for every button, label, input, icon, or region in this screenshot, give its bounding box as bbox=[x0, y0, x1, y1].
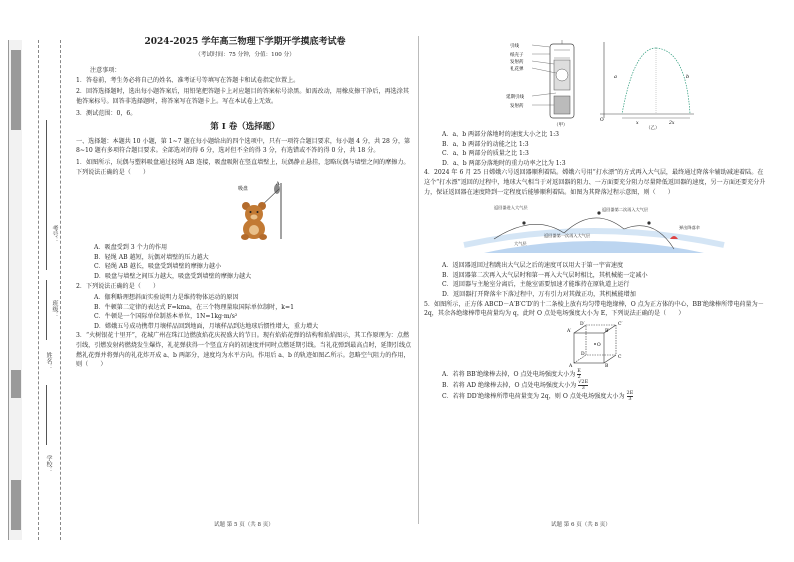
figure-yi-caption: （乙） bbox=[646, 126, 660, 130]
notice-item: 3．测试范围：0，6。 bbox=[76, 109, 137, 117]
strip-block bbox=[11, 370, 21, 398]
q3-option-c: C．a、b 两部分的质量之比 1:3 bbox=[442, 150, 529, 158]
q5-option-c bbox=[424, 391, 766, 402]
suction-label: 吸盘 bbox=[238, 186, 249, 193]
q4-option-b: B．返回器第二次再入大气层时和第一再入大气层时相比，其机械能一定减小 bbox=[442, 271, 648, 279]
page-footer-right: 试题 第 6 页（共 8 页） bbox=[551, 522, 611, 528]
q1-stem: 1．如图所示，玩偶与塑料吸盘通过轻绳 AB 连接，吸盘吸附在竖直墙壁上，玩偶静止悬挂，忽略玩偶与墙壁之间的摩擦力。下列说法正确的是（ ） bbox=[76, 158, 410, 176]
reentry-label: 返回器第二次再入大气层 bbox=[602, 207, 649, 213]
q1-option-b: B．轻绳 AB 越短，玩偶对墙壁的压力越大 bbox=[94, 253, 209, 261]
vertex-label: C bbox=[618, 354, 622, 360]
label-fuse: 引线 bbox=[510, 44, 519, 49]
capsule-marker bbox=[647, 222, 650, 225]
column-divider bbox=[418, 36, 419, 524]
distance-x-label: x bbox=[636, 121, 639, 126]
name-label: 姓名： bbox=[45, 352, 52, 370]
page-footer-left: 试题 第 5 页（共 8 页） bbox=[214, 522, 274, 528]
exam-number-label: 考号： bbox=[51, 225, 58, 243]
label-paper-shell: 纸壳子 bbox=[510, 53, 524, 58]
q5-option-b bbox=[424, 380, 766, 391]
q5-option-a bbox=[424, 369, 766, 380]
q2-option-b: B．牛顿第二定律的表达式 F=kma，在三个物理量取国际单位制时，k=1 bbox=[94, 303, 294, 311]
notice-item: 2．回答选择题时，选出每小题答案后，用铅笔把答题卡上对应题目的答案标号涂黑。如需改动，用橡皮擦干净后，再选涂其他答案标号。回答非选择题时，将答案写在答题卡上。写在本试卷上无效。 bbox=[76, 88, 409, 105]
seal-line bbox=[60, 40, 61, 540]
reentry-label: 返回器第一次再入大气层 bbox=[544, 233, 591, 239]
figure-jia-caption: （甲） bbox=[554, 123, 568, 128]
school-label: 学校： bbox=[45, 455, 52, 473]
q1-option-d: D．吸盘与墙壁之间压力越大，吸盘受到墙壁的摩擦力越大 bbox=[94, 272, 252, 280]
q3-option-b: B．a、b 两部分的动能之比 1:3 bbox=[442, 140, 529, 148]
trajectory-b-label: b bbox=[686, 74, 690, 80]
vertex-label: A bbox=[569, 363, 573, 369]
label-shell: 礼花弹 bbox=[510, 67, 524, 72]
right-column bbox=[424, 38, 766, 402]
q1-option-c: C．轻绳 AB 越长，吸盘受到墙壁的摩擦力越小 bbox=[94, 263, 222, 271]
q3-stem: 3．“火树银花十里开”，花城广州在珠江边燃放焰花庆祝盛大的节日。现有焰焰花弹的结构和焰焰图示，其工作原理为：点燃引线，引燃发射药燃烧发生爆炸，礼花弹获得一个竖直方向的初速度并同时点燃延期引线。当礼花弹到最高点时，延期引线点燃礼花弹并将弹内的礼花炸开成 a、b 两部分，速度均为水平方向。作用后 a、b 的轨迹如图乙所示。忽略空气阻力的作用，则（ ） bbox=[76, 332, 412, 369]
notice-heading: 注意事项： bbox=[90, 67, 121, 75]
capsule-marker bbox=[597, 212, 600, 215]
seal-line bbox=[38, 40, 39, 540]
center-point bbox=[594, 343, 596, 345]
vertex-label: D′ bbox=[580, 321, 585, 327]
q2-option-d: D．嫦娥五号成功携带月壤样品回到地面，月壤样品到达地球后惯性增大，重力增大 bbox=[94, 322, 319, 330]
point-a-label: A bbox=[276, 181, 280, 188]
exam-title: 2024-2025 学年高三物理下学期开学摸底考试卷 bbox=[144, 37, 346, 47]
q2-stem: 2．下列说法正确的是（ ） bbox=[76, 282, 160, 290]
q3-option-a: A．a、b 两部分落地时的速度大小之比 1:3 bbox=[442, 131, 560, 138]
exam-number-blank[interactable] bbox=[46, 120, 47, 210]
q4-option-c: C．返回器与主舱室分离后，主舱室需要加速才能维持在原轨道上运行 bbox=[442, 281, 630, 289]
label-propellant: 发射药 bbox=[510, 60, 524, 65]
fraction-num: E bbox=[577, 367, 581, 374]
label-delay-fuse: 延期引线 bbox=[506, 95, 524, 100]
vertex-label: C′ bbox=[618, 321, 623, 327]
vertex-label: B′ bbox=[605, 328, 610, 334]
notice-item: 1．答卷前，考生务必将自己的姓名、准考证号等填写在答题卡和试卷指定位置上。 bbox=[76, 76, 300, 84]
q5-option-c-text: C．若将 DD′绝缘棒所带电荷量变为 2q，则 O 点处电场强度大小为 bbox=[442, 392, 625, 400]
strip-block bbox=[11, 480, 21, 530]
fraction-num: √2E bbox=[578, 378, 589, 385]
binding-strip bbox=[8, 40, 22, 540]
q5-option-a-text: A．若将 BB′绝缘棒去掉，O 点处电场强度大小为 bbox=[442, 370, 576, 378]
reentry-label: 返回器进入大气层 bbox=[494, 205, 528, 211]
teddy-bear-icon bbox=[241, 202, 267, 240]
reentry-figure bbox=[424, 199, 766, 261]
left-column bbox=[76, 38, 414, 372]
school-blank[interactable] bbox=[46, 385, 47, 445]
exam-subtitle: （考试时间：75 分钟，分值：100 分） bbox=[195, 51, 295, 58]
q1-option-a: A．吸盘受到 3 个力的作用 bbox=[94, 244, 168, 252]
teddy-figure bbox=[76, 179, 414, 243]
origin-label: O bbox=[600, 118, 604, 123]
distance-2x-label: 2x bbox=[669, 121, 675, 126]
vertex-label: D bbox=[581, 351, 585, 357]
strip-block bbox=[11, 50, 21, 130]
fraction-den: 3 bbox=[628, 395, 632, 402]
q2-option-c: C．牛顿是一个国际单位制基本单位，1N=1kg·m/s² bbox=[94, 313, 238, 321]
firework-figures bbox=[424, 38, 766, 130]
q4-option-d: D．返回器打开降落伞下落过程中，万有引力对其做正功，其机械能增加 bbox=[442, 290, 636, 298]
q5-option-b-text: B．若将 AD 绝缘棒去掉，O 点处电场强度大小为 bbox=[442, 381, 577, 389]
vertex-label: B bbox=[605, 363, 609, 369]
fraction-num: 2E bbox=[626, 389, 634, 396]
fraction bbox=[627, 391, 634, 402]
vertex-label: A′ bbox=[567, 328, 572, 334]
q5-stem: 5．如图所示，正方体 ABCD－A′B′C′D′的十二条棱上放有均匀带电绝缘棒，O 点为正方体的中心，BB′绝缘棒所带电荷量为－2q，其余各绝缘棒带电荷量均为 q，此时 O 点处电场强度大小为 E，下列说法正确的是（ ） bbox=[424, 300, 764, 318]
name-blank[interactable] bbox=[46, 280, 47, 340]
class-label: 班级： bbox=[51, 300, 58, 318]
section-intro: 一、选择题：本题共 10 小题，第 1~7 题在每小题给出的四个选项中，只有一项符合题目要求，每小题 4 分，共 28 分，第 8~10 题有多项符合题目要求。全部选对的得 6 分，选对但不全的得 3 分，有选错或不答的得 0 分，共 18 分。 bbox=[76, 137, 411, 155]
q2-option-a: A．伽利略理想斜面实验说明力是维持物体运动的原因 bbox=[94, 294, 239, 302]
section-title: 第 I 卷（选择题） bbox=[210, 122, 280, 133]
center-label: O bbox=[597, 342, 601, 348]
fraction bbox=[578, 380, 588, 391]
trajectory-a-label: a bbox=[614, 74, 617, 80]
q3-option-d: D．a、b 两部分落地时的重力功率之比为 1:3 bbox=[442, 159, 566, 167]
firework-shell-diagram bbox=[532, 40, 574, 118]
fraction-den: 2 bbox=[577, 373, 581, 380]
trajectory-diagram bbox=[600, 42, 694, 118]
label-launch-powder: 发射药 bbox=[510, 104, 524, 109]
q4-stem: 4．2024 年 6 月 25 日嫦娥六号返回器顺利着陆。嫦娥六号用“打水漂”的方式再入大气层，最终通过降落伞辅助减速着陆。在这个“打水漂”返回的过程中，地球大气相当于对返回器的阻力、一方面要充分阻力尽量降低返回器的速度，另一方面还要充分升力，保证返回器在速度降到一定程度后能够顺利着陆。如图为其降落过程示意图，则（ ） bbox=[424, 169, 766, 196]
reentry-label: 大气层 bbox=[514, 241, 527, 247]
capsule-marker bbox=[522, 222, 525, 225]
fraction-den: 3 bbox=[581, 384, 585, 391]
reentry-label: 弹出降落伞 bbox=[679, 225, 700, 231]
q4-option-a: A．返回器返回过程跳出大气层之后的速度可以用大于第一宇宙速度 bbox=[442, 262, 624, 270]
cube-figure bbox=[424, 321, 766, 369]
